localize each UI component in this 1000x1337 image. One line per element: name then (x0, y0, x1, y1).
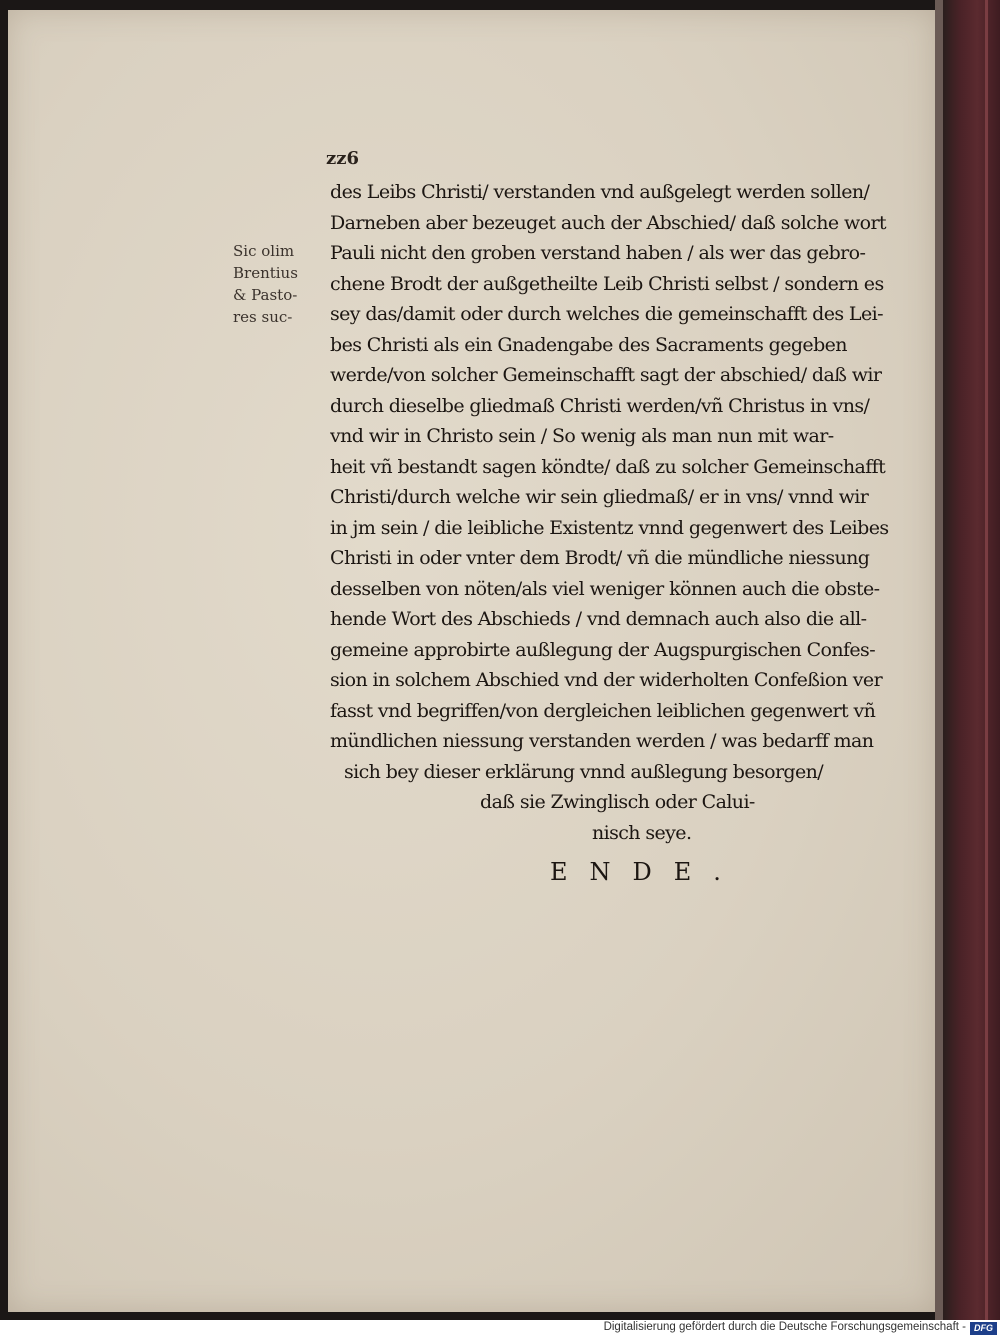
text-line: in jm sein / die leibliche Existentz vnnd gegenwert des Leibes (330, 516, 889, 539)
marginal-note (233, 240, 323, 328)
text-line: des Leibs Christi/ verstanden vnd außgelegt werden sollen/ (330, 181, 870, 203)
text-line: fasst vnd begriffen/von dergleichen leiblichen gegenwert vñ (330, 699, 876, 722)
dfg-logo-icon: DFG (970, 1322, 997, 1335)
closing-text-line: sich bey dieser erklärung vnnd außlegung besorgen/ (344, 760, 824, 783)
finis-mark: ENDE. (550, 858, 743, 886)
marginal-note-line: Sic olim (233, 242, 295, 260)
text-line: sion in solchem Abschied vnd der widerholten Confeßion ver (330, 669, 883, 691)
text-line: bes Christi als ein Gnadengabe des Sacraments gegeben (330, 333, 847, 356)
body-text (330, 177, 930, 848)
text-line: heit vñ bestandt sagen köndte/ daß zu solcher Gemeinschafft (330, 455, 886, 478)
text-line: werde/von solcher Gemeinschafft sagt der abschied/ daß wir (330, 364, 882, 386)
closing-text-line: nisch seye. (592, 821, 692, 844)
spine-binding-line (985, 0, 988, 1320)
text-line: mündlichen niessung verstanden werden / was bedarff man (330, 730, 874, 752)
text-line: vnd wir in Christo sein / So wenig als man nun mit war- (330, 425, 834, 447)
text-line: hende Wort des Abschieds / vnd demnach auch also die all- (330, 608, 867, 630)
text-line: gemeine approbirte außlegung der Augspurgischen Confes- (330, 638, 876, 661)
text-line: Darneben aber bezeuget auch der Abschied/ daß solche wort (330, 211, 886, 234)
page-edge (935, 0, 943, 1320)
text-line: Pauli nicht den groben verstand haben / als wer das gebro- (330, 242, 866, 264)
closing-text-line: daß sie Zwinglisch oder Calui- (480, 791, 755, 813)
text-line: durch dieselbe gliedmaß Christi werden/vñ Christus in vns/ (330, 394, 870, 417)
funding-credit: Digitalisierung gefördert durch die Deutsche Forschungsgemeinschaft - (603, 1321, 966, 1333)
text-line: sey das/damit oder durch welches die gemeinschafft des Lei- (330, 303, 883, 325)
page-number: zz6 (326, 148, 359, 169)
marginal-note-line: & Pasto- (233, 286, 298, 304)
text-line: Christi in oder vnter dem Brodt/ vñ die mündliche niessung (330, 547, 870, 569)
marginal-note-line: res suc- (233, 308, 293, 326)
marginal-note-line: Brentius (233, 264, 298, 282)
text-line: Christi/durch welche wir sein gliedmaß/ er in vns/ vnnd wir (330, 486, 869, 508)
book-spine (943, 0, 1000, 1320)
text-line: chene Brodt der außgetheilte Leib Christi selbst / sondern es (330, 272, 884, 295)
text-line: desselben von nöten/als viel weniger können auch die obste- (330, 577, 880, 600)
